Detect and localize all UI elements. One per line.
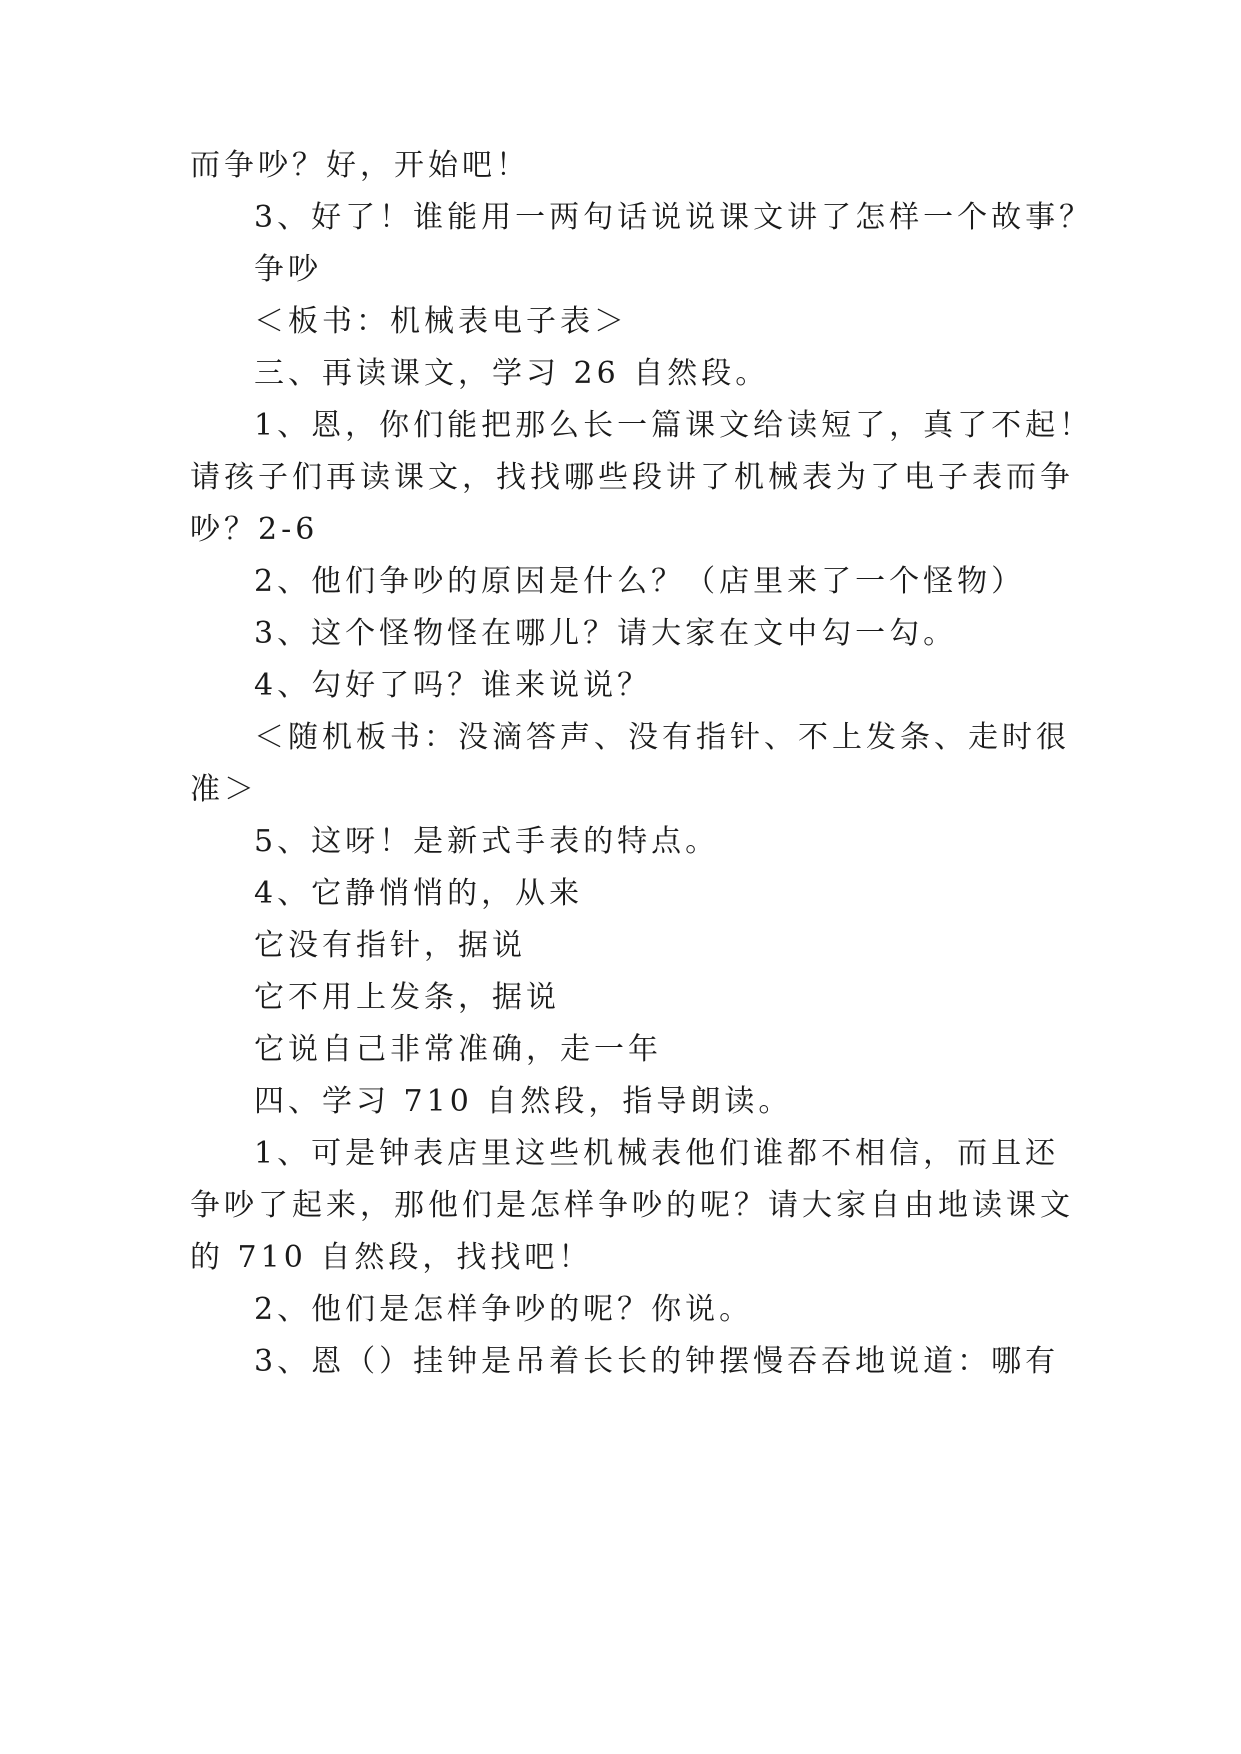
text-line: 的 710 自然段，找找吧！ bbox=[190, 1240, 593, 1275]
text-line: 1、恩，你们能把那么长一篇课文给读短了，真了不起！ bbox=[254, 408, 1094, 443]
text-line: 3、这个怪物怪在哪儿？请大家在文中勾一勾。 bbox=[254, 616, 958, 651]
text-line: 吵？2-6 bbox=[190, 512, 319, 547]
text-line: 它没有指针，据说 bbox=[254, 928, 526, 963]
text-line: 4、它静悄悄的，从来 bbox=[254, 876, 584, 911]
text-line: 3、好了！谁能用一两句话说说课文讲了怎样一个故事？ bbox=[254, 200, 1094, 235]
text-line: ＜随机板书：没滴答声、没有指针、不上发条、走时很 bbox=[254, 720, 1070, 755]
section-heading: 四、学习 710 自然段，指导朗读。 bbox=[254, 1084, 793, 1119]
text-line: 4、勾好了吗？谁来说说？ bbox=[254, 668, 652, 703]
text-line: 2、他们争吵的原因是什么？（店里来了一个怪物） bbox=[254, 564, 1026, 599]
text-line: 准＞ bbox=[190, 772, 258, 807]
text-line: ＜板书：机械表电子表＞ bbox=[254, 304, 628, 339]
text-line: 争吵 bbox=[254, 252, 322, 287]
text-line: 2、他们是怎样争吵的呢？你说。 bbox=[254, 1292, 754, 1327]
text-line: 它不用上发条，据说 bbox=[254, 980, 560, 1015]
text-line: 它说自己非常准确，走一年 bbox=[254, 1032, 662, 1067]
text-line: 争吵了起来，那他们是怎样争吵的呢？请大家自由地读课文 bbox=[190, 1188, 1074, 1223]
text-line: 请孩子们再读课文，找找哪些段讲了机械表为了电子表而争 bbox=[190, 460, 1074, 495]
section-heading: 三、再读课文，学习 26 自然段。 bbox=[254, 356, 770, 391]
text-line: 1、可是钟表店里这些机械表他们谁都不相信，而且还 bbox=[254, 1136, 1060, 1171]
text-line: 5、这呀！是新式手表的特点。 bbox=[254, 824, 720, 859]
text-line: 3、恩（）挂钟是吊着长长的钟摆慢吞吞地说道：哪有 bbox=[254, 1344, 1060, 1379]
text-line: 而争吵？好，开始吧！ bbox=[190, 148, 530, 183]
